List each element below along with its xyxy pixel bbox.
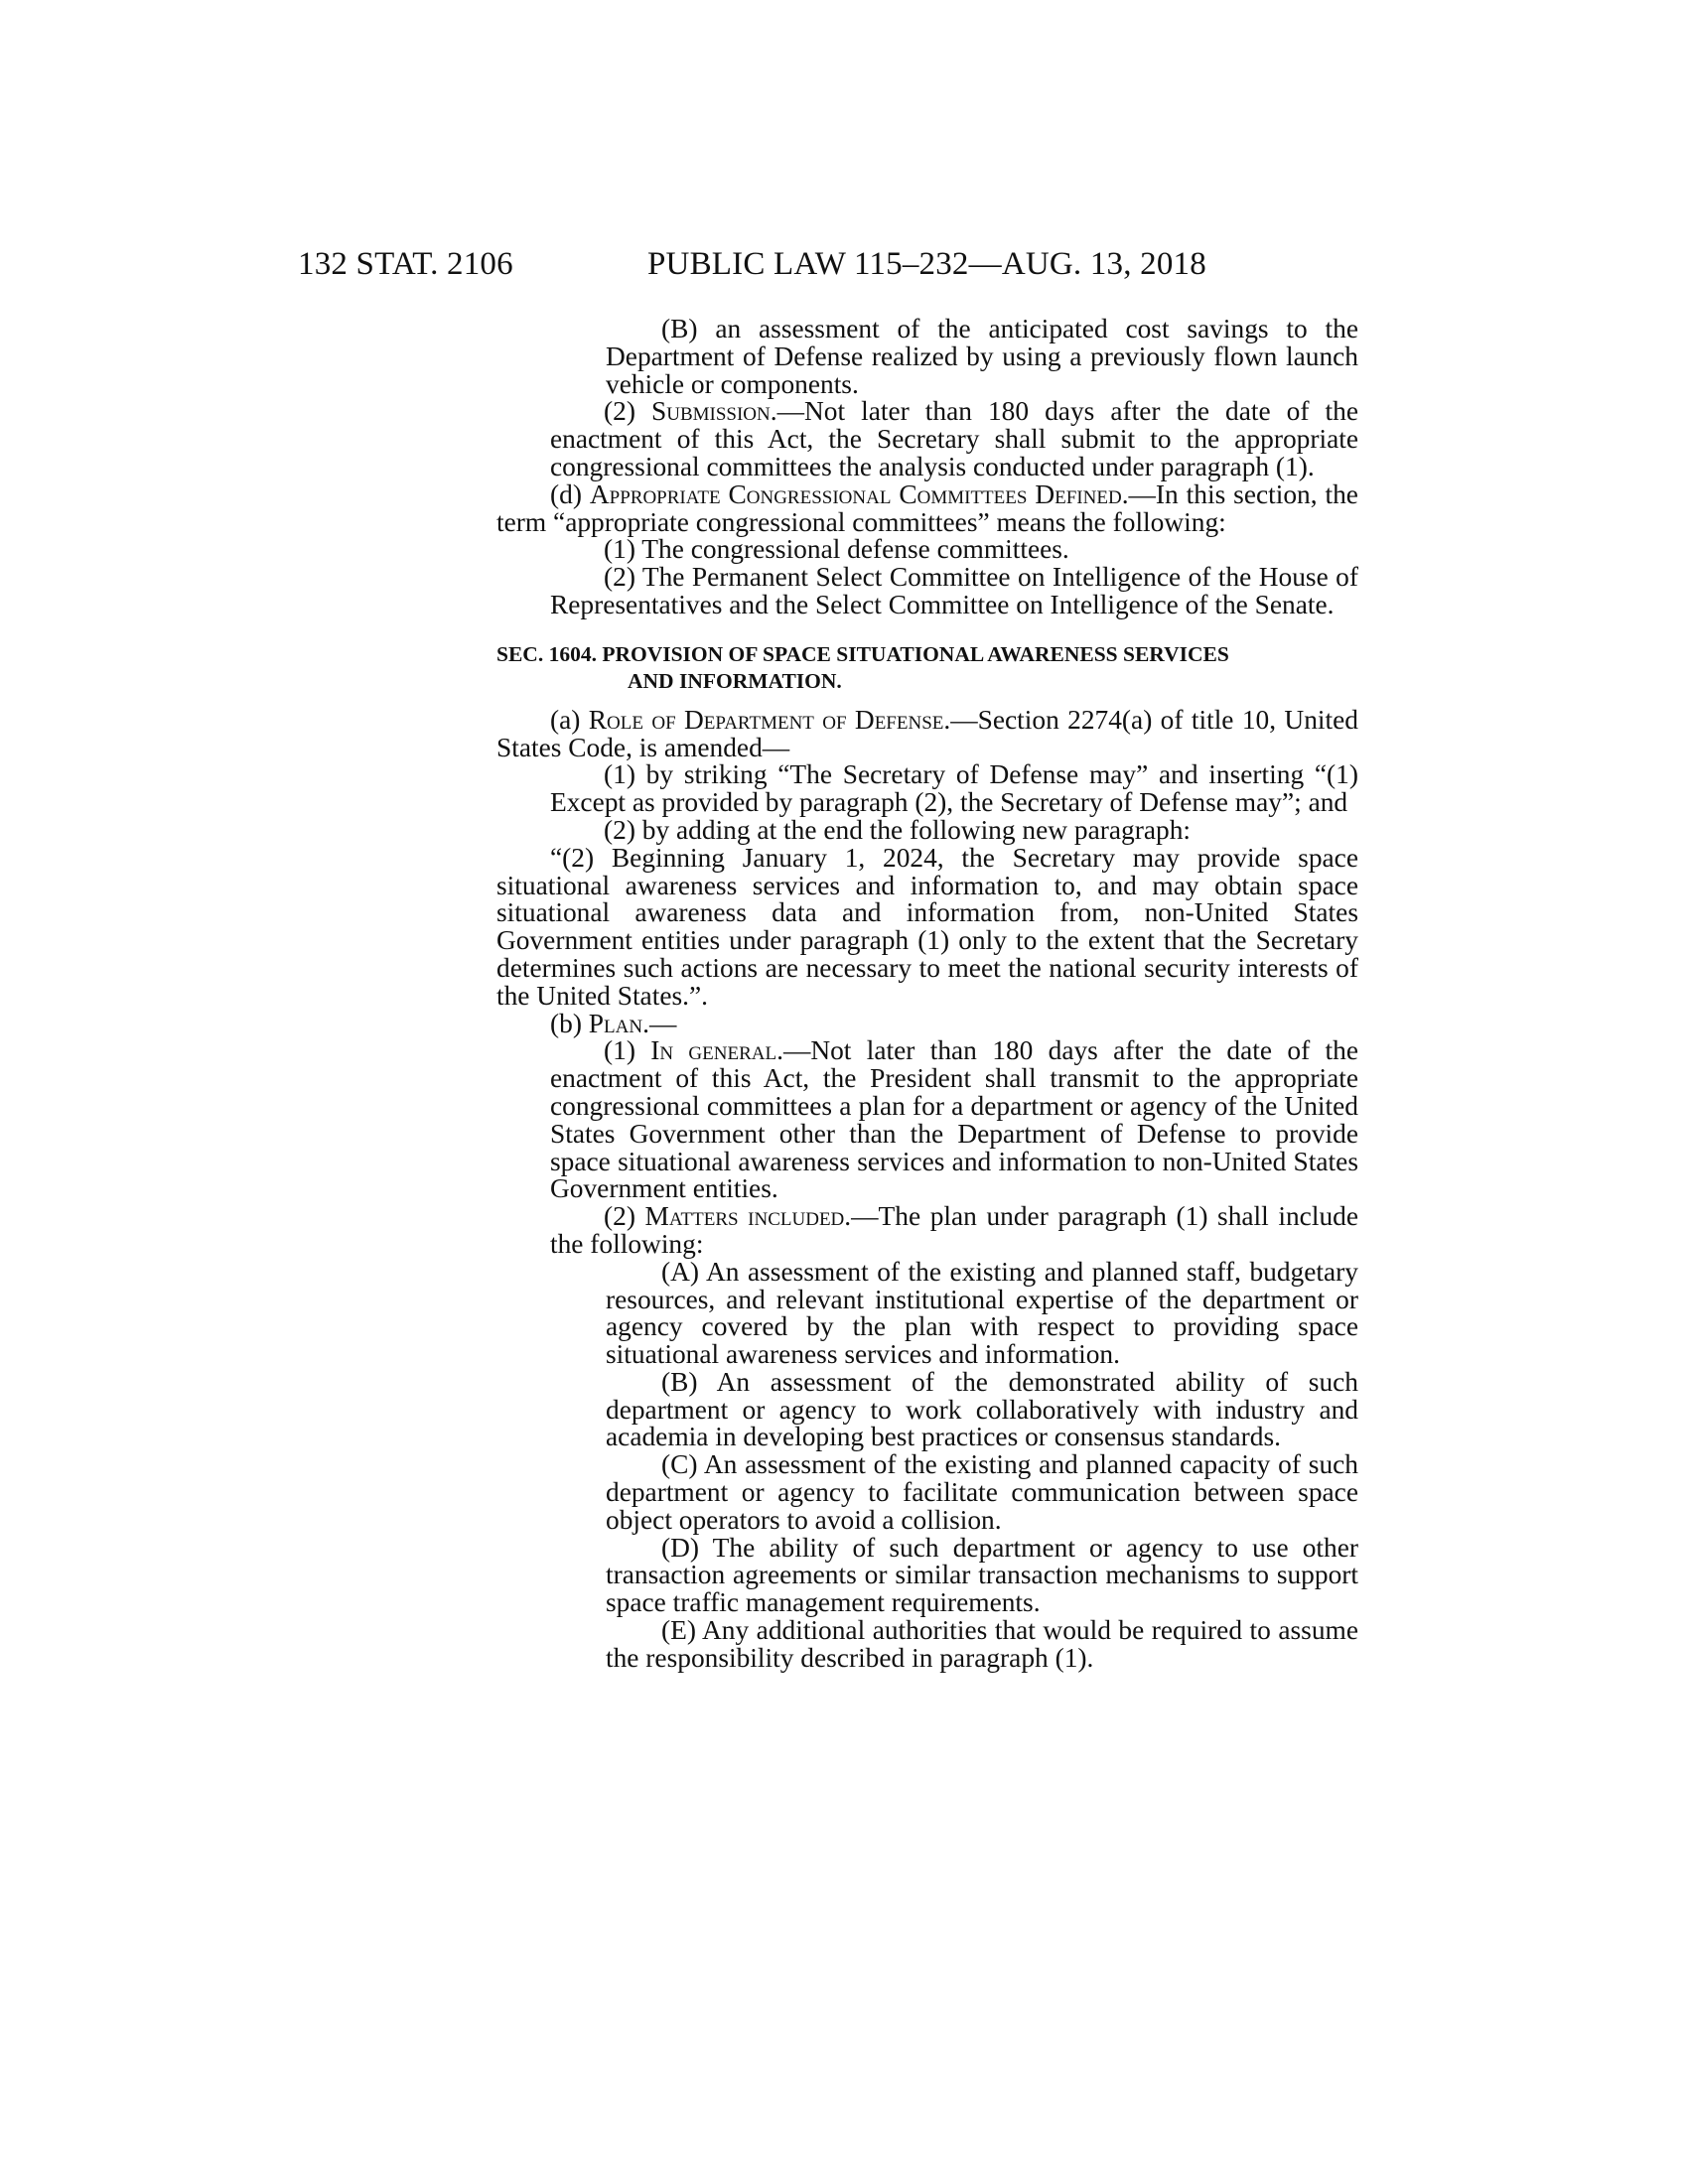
subsection-heading: Appropriate Congressional Committees Defined xyxy=(589,478,1122,509)
section-heading-line-1: SEC. 1604. PROVISION OF SPACE SITUATIONAL AWARENESS SERVICES xyxy=(496,641,1229,666)
paragraph-text: .—Not later than 180 days after the date of the enactment of this Act, the Secretary shall submit to the appropriate congressional committees the analysis conducted under paragraph (1). xyxy=(550,396,1358,481)
subsection-heading: Role of Department of Defense xyxy=(588,704,944,735)
subsection-a-role xyxy=(496,704,1358,762)
paragraph-number: (2) xyxy=(604,1201,645,1232)
subsection-text: .—In this section, the term “appropriate congressional committees” means the following: xyxy=(496,478,1358,537)
subparagraph-A: (A) An assessment of the existing and planned staff, budgetary resources, and relevant institutional expertise of the department or agency covered by the plan with respect to providing space situational awareness services and information. xyxy=(606,1256,1358,1370)
subsection-text: .— xyxy=(642,1008,677,1038)
subparagraph-B: (B) An assessment of the demonstrated ability of such department or agency to work collaboratively with industry and academia in developing best practices or consensus standards. xyxy=(606,1366,1358,1452)
subsection-number: (a) xyxy=(550,704,589,735)
subsection-heading: Plan xyxy=(588,1008,643,1038)
subparagraph-C: (C) An assessment of the existing and planned capacity of such department or agency to facilitate communication between space object operators to avoid a collision. xyxy=(606,1449,1358,1535)
subsection-text: .—Section 2274(a) of title 10, United States Code, is amended— xyxy=(496,704,1358,762)
paragraph-b1-in-general xyxy=(496,1037,1358,1203)
paragraph-b2-matters xyxy=(496,1203,1358,1259)
running-header-title: PUBLIC LAW 115–232—AUG. 13, 2018 xyxy=(647,246,1206,282)
paragraph-text: .—The plan under paragraph (1) shall include the following: xyxy=(550,1201,1358,1259)
document-body xyxy=(496,316,1358,1673)
subsection-b-plan xyxy=(496,1008,1358,1038)
section-heading-line-2: AND INFORMATION. xyxy=(628,668,842,693)
paragraph-a2: (2) by adding at the end the following new paragraph: xyxy=(604,814,1191,845)
paragraph-heading: Submission xyxy=(650,396,771,427)
statute-page-number: 132 STAT. 2106 xyxy=(298,246,513,282)
subparagraph-E: (E) Any additional authorities that would be required to assume the responsibility described in paragraph (1). xyxy=(606,1615,1358,1673)
subparagraph-D: (D) The ability of such department or agency to use other transaction agreements or similar transaction mechanisms to support space traffic management requirements. xyxy=(606,1532,1358,1618)
subsection-d-definitions xyxy=(496,478,1358,537)
paragraph-text: .—Not later than 180 days after the date of the enactment of this Act, the President shall transmit to the appropriate congressional committees a plan for a department or agency of the United States Government other than the Department of Defense to provide space situational awareness services and information to non-United States Government entities. xyxy=(550,1035,1358,1204)
section-heading xyxy=(496,641,1358,695)
subsection-number: (b) xyxy=(550,1008,589,1038)
paragraph-heading: Matters included xyxy=(644,1201,845,1232)
subsection-number: (d) xyxy=(550,478,590,509)
paragraph-number: (2) xyxy=(604,396,651,427)
paragraph-heading: In general xyxy=(650,1035,777,1066)
paragraph-number: (1) xyxy=(604,1035,651,1066)
paragraph-a1: (1) by striking “The Secretary of Defense may” and inserting “(1) Except as provided by paragraph (2), the Secretary of Defense may”; and xyxy=(550,759,1358,818)
paragraph-2-submission xyxy=(496,398,1358,480)
paragraph-b-assessment: (B) an assessment of the anticipated cost savings to the Department of Defense realized by using a previously flown launch vehicle or components. xyxy=(606,314,1358,399)
paragraph-d2: (2) The Permanent Select Committee on Intelligence of the House of Representatives and the Select Committee on Intelligence of the Senate. xyxy=(550,562,1358,619)
paragraph-d1: (1) The congressional defense committees. xyxy=(604,534,1069,565)
quoted-new-paragraph: “(2) Beginning January 1, 2024, the Secretary may provide space situational awareness services and information to, and may obtain space situational awareness data and information from, non-United States Government entities under paragraph (1) only to the extent that the Secretary determines such actions are necessary to meet the national security interests of the United States.”. xyxy=(496,842,1358,1011)
